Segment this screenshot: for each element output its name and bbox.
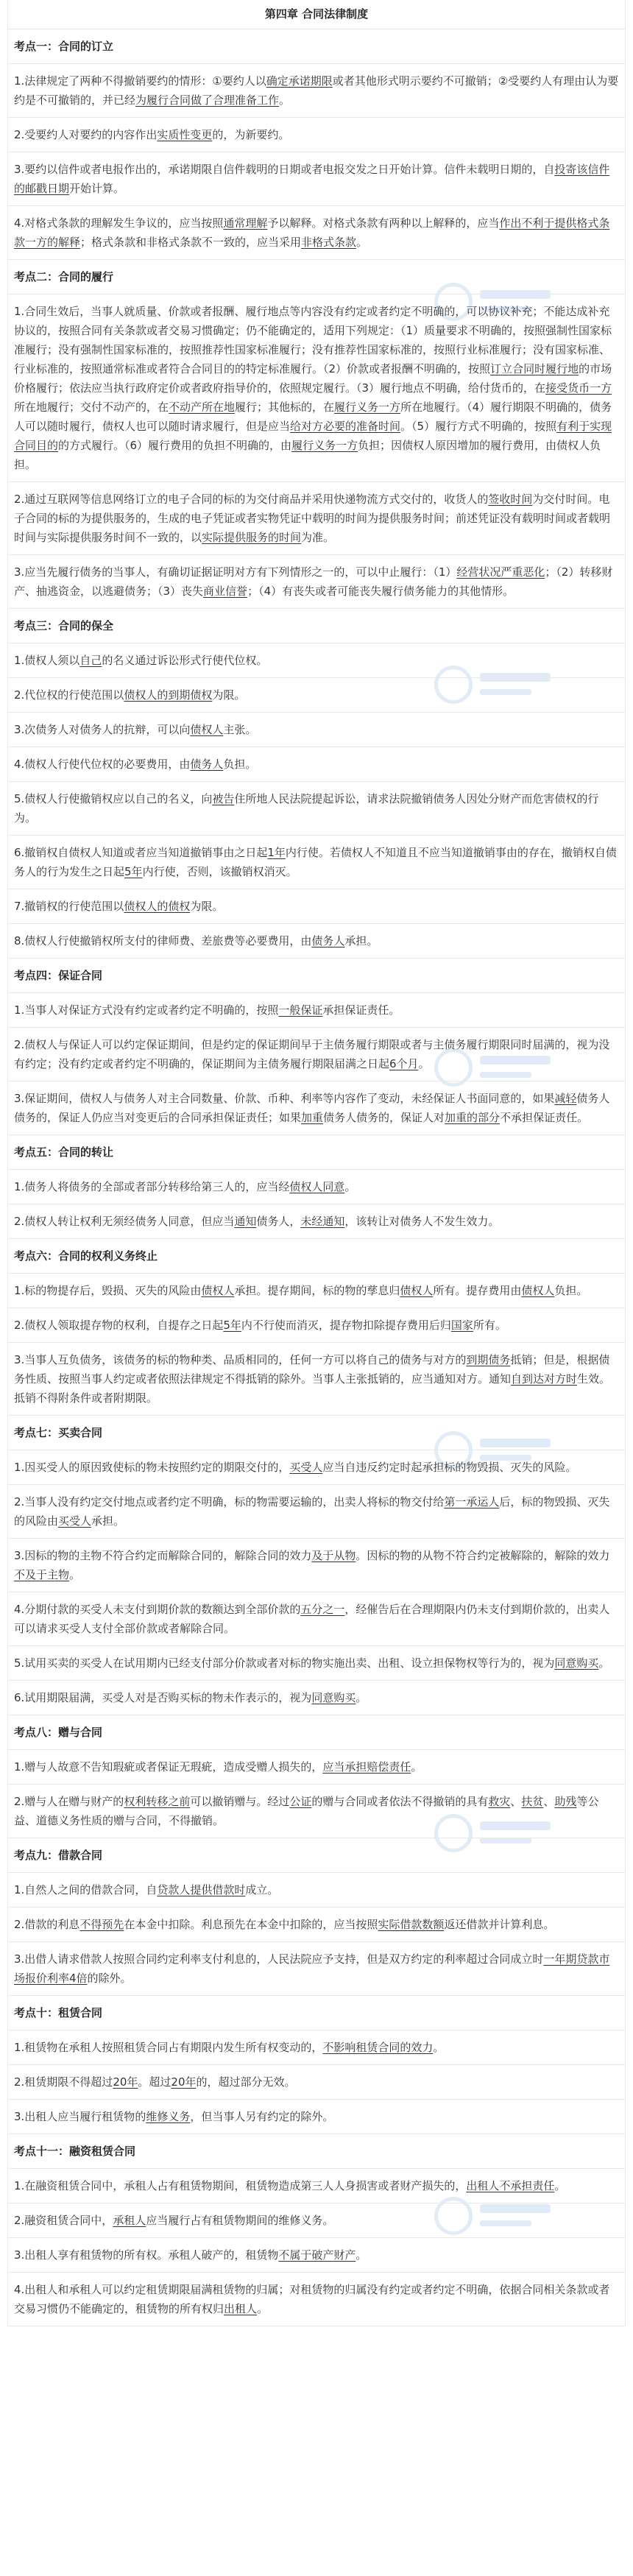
section-heading: 考点三：合同的保全 xyxy=(8,609,625,643)
clause-text: 。 xyxy=(356,1691,367,1704)
clause-text: 等公益、道德义务性质的赠与合同，不得撤销。 xyxy=(14,1795,599,1827)
clause-text: 1.法律规定了两种不得撤销要约的情形：①要约人以 xyxy=(14,74,266,88)
underlined-key-phrase: 买受人 xyxy=(58,1514,92,1528)
section-heading: 考点十一：融资租赁合同 xyxy=(8,2134,625,2169)
clause-paragraph xyxy=(8,643,625,678)
underlined-key-phrase: 非格式条款 xyxy=(301,236,357,249)
underlined-key-phrase: 有利于实现合同目的 xyxy=(14,420,612,452)
clause-paragraph xyxy=(8,2169,625,2203)
clause-paragraph xyxy=(8,1028,625,1081)
underlined-key-phrase: 第一承运人 xyxy=(444,1495,500,1508)
clause-text: 6.试用期限届满，买受人对是否购买标的物未作表示的，视为 xyxy=(14,1691,312,1704)
clause-text: 。 xyxy=(554,2179,566,2192)
underlined-key-phrase: 债权人 xyxy=(400,1284,434,1297)
underlined-key-phrase: 不动产所在地 xyxy=(169,400,236,414)
clause-text: ；格式条款和非格式条款不一致的，应当采用 xyxy=(80,236,302,249)
section-heading: 考点九：借款合同 xyxy=(8,1838,625,1873)
document-title: 第四章 合同法律制度 xyxy=(8,0,625,29)
clause-text: 可以撤销赠与。经过 xyxy=(190,1795,290,1808)
underlined-key-phrase: 助残 xyxy=(554,1795,577,1808)
clause-text: 2.租赁期限不得超过 xyxy=(14,2075,113,2089)
clause-text: 内行使，否则，该撤销权消灭。 xyxy=(142,865,297,878)
clause-text: 3.应当先履行债务的当事人，有确切证据证明对方有下列情形之一的，可以中止履行：（1） xyxy=(14,565,457,579)
clause-text: 内不行使而消灭，提存物扣除提存费用后归 xyxy=(241,1319,451,1332)
clause-text: 为限。 xyxy=(212,688,246,702)
clause-text: 。 xyxy=(433,2041,445,2054)
clause-text: 。 xyxy=(69,1568,81,1581)
clause-text: 为限。 xyxy=(190,900,224,913)
underlined-key-phrase: 签收时间 xyxy=(488,493,533,506)
underlined-key-phrase: 应当承担赔偿责任 xyxy=(322,1760,411,1774)
underlined-key-phrase: 减轻 xyxy=(554,1092,577,1105)
clause-text: 4.对格式条款的理解发生争议的，应当按照 xyxy=(14,216,224,230)
clause-paragraph xyxy=(8,206,625,260)
section-heading: 考点六：合同的权利义务终止 xyxy=(8,1239,625,1274)
clause-text: 、 xyxy=(543,1795,555,1808)
clause-text: 负担。 xyxy=(554,1284,588,1297)
clause-text: 2.通过互联网等信息网络订立的电子合同的标的为交付商品并采用快递物流方式交付的，收货人的 xyxy=(14,493,489,506)
clause-paragraph xyxy=(8,1539,625,1592)
underlined-key-phrase: 不及于主物 xyxy=(14,1568,70,1581)
clause-paragraph xyxy=(8,64,625,118)
clause-text: 所有。 xyxy=(473,1319,506,1332)
clause-paragraph xyxy=(8,2273,625,2326)
clause-text: 成立。 xyxy=(245,1883,279,1896)
clause-paragraph xyxy=(8,2203,625,2238)
clause-paragraph xyxy=(8,555,625,609)
clause-text: 予以解释。对格式条款有两种以上解释的，应当 xyxy=(267,216,500,230)
section-heading: 考点五：合同的转让 xyxy=(8,1135,625,1170)
clause-text: 为交付时间。电子合同的标的为提供服务的，生成的电子凭证或者实物凭证中载明的时间为提供服务时间；前述凭证没有载明时间或者载明时间与实际提供服务时间不一致的，以 xyxy=(14,493,611,544)
underlined-key-phrase: 作出不利于提供格式条款一方的解释 xyxy=(14,216,610,249)
underlined-key-phrase: 贷款人提供借款时 xyxy=(157,1883,246,1896)
underlined-key-phrase: 一般保证 xyxy=(278,1003,323,1017)
section-heading: 考点七：买卖合同 xyxy=(8,1416,625,1450)
clause-paragraph xyxy=(8,836,625,889)
clause-text: 债务人债务的，保证人对 xyxy=(323,1111,445,1124)
underlined-key-phrase: 债权人的债权 xyxy=(124,900,191,913)
clause-text: 。 xyxy=(257,2302,269,2315)
clause-paragraph xyxy=(8,993,625,1028)
underlined-key-phrase: 实际借款数额 xyxy=(378,1918,445,1931)
clause-text: ，该转让对债务人不发生效力。 xyxy=(344,1215,500,1228)
clause-paragraph xyxy=(8,1592,625,1646)
underlined-key-phrase: 同意购买 xyxy=(554,1656,599,1670)
underlined-key-phrase: 债务人 xyxy=(311,934,345,948)
underlined-key-phrase: 20年 xyxy=(113,2075,138,2089)
clause-text: 1.合同生效后，当事人就质量、价款或者报酬、履行地点等内容没有约定或者约定不明确的，可以协议补充；不能达成补充协议的，按照合同有关条款或者交易习惯确定；仍不能确定的，适用下列规定：（1）质量要求不明确的，按照强制性国家标准履行；没有强制性国家标准的，按照推荐性国家标准履行；没有推荐性国家标准的，按照行业标准履行；没有国家标准、行业标准的，按照通常标准或者符合合同目的的特定标准履行。（2）价款或者报酬不明确的，按照 xyxy=(14,305,612,375)
clause-text: 为准。 xyxy=(301,531,335,544)
clause-paragraph xyxy=(8,1081,625,1135)
underlined-key-phrase: 债权人 xyxy=(201,1284,235,1297)
underlined-key-phrase: 买受人 xyxy=(289,1461,323,1474)
clause-text: 。 xyxy=(356,2248,367,2262)
underlined-key-phrase: 权利转移之前 xyxy=(124,1795,191,1808)
clause-paragraph xyxy=(8,2238,625,2273)
clause-text: 2.受要约人对要约的内容作出 xyxy=(14,128,158,141)
underlined-key-phrase: 不得预先 xyxy=(79,1918,124,1931)
clause-text: 的名义通过诉讼形式行使代位权。 xyxy=(102,654,268,667)
clause-text: 8.债权人行使撤销权所支付的律师费、差旅费等必要费用，由 xyxy=(14,934,312,948)
underlined-key-phrase: 承租人 xyxy=(113,2214,146,2227)
clause-paragraph xyxy=(8,1681,625,1715)
clause-text: 2.赠与人在赠与财产的 xyxy=(14,1795,124,1808)
clause-text: 负担。 xyxy=(223,758,257,771)
clause-text: 。 xyxy=(598,1656,610,1670)
document-body xyxy=(7,0,626,2326)
clause-text: 应当自违反约定时起承担标的物毁损、灭失的风险。 xyxy=(322,1461,577,1474)
clause-text: 3.当事人互负债务，该债务的标的物种类、品质相同的，任何一方可以将自己的债务与对方的 xyxy=(14,1353,467,1366)
section-heading: 考点十：租赁合同 xyxy=(8,1996,625,2030)
clause-text: 承担。 xyxy=(91,1514,125,1528)
underlined-key-phrase: 债权人 xyxy=(521,1284,555,1297)
clause-paragraph xyxy=(8,678,625,713)
clause-paragraph xyxy=(8,1204,625,1239)
clause-paragraph xyxy=(8,1646,625,1681)
underlined-key-phrase: 未经通知 xyxy=(300,1215,345,1228)
clause-paragraph xyxy=(8,1308,625,1343)
clause-paragraph xyxy=(8,1750,625,1785)
clause-text: 的，为新要约。 xyxy=(212,128,290,141)
underlined-key-phrase: 救灾 xyxy=(488,1795,511,1808)
underlined-key-phrase: 公证 xyxy=(289,1795,312,1808)
underlined-key-phrase: 经营状况严重恶化 xyxy=(456,565,545,579)
clause-text: ，经催告后在合理期限内仍未支付到期价款的，出卖人可以请求买受人支付全部价款或者解除合同。 xyxy=(14,1603,610,1635)
clause-text: 返还借款并计算利息。 xyxy=(444,1918,555,1931)
clause-paragraph xyxy=(8,118,625,152)
clause-text: 。 xyxy=(344,1180,356,1193)
clause-text: 1.债权人须以 xyxy=(14,654,80,667)
clause-text: 3.出租人应当履行租赁物的 xyxy=(14,2110,146,2123)
clause-paragraph xyxy=(8,2065,625,2100)
clause-text: 3.因标的物的主物不符合约定而解除合同的，解除合同的效力 xyxy=(14,1549,312,1562)
clause-text: 住所地人民法院提起诉讼，请求法院撤销债务人因处分财产而危害债权的行为。 xyxy=(14,792,599,825)
clause-text: 生效。抵销不得附条件或者附期限。 xyxy=(14,1372,611,1405)
section-heading: 考点四：保证合同 xyxy=(8,959,625,993)
clause-text: 所有。提存费用由 xyxy=(433,1284,522,1297)
clause-text: 所在地履行。（4）履行期限不明确的，债务人可以随时履行，债权人也可以随时请求履行，但是应当 xyxy=(14,400,612,433)
clause-paragraph xyxy=(8,294,625,482)
underlined-key-phrase: 履行义务一方 xyxy=(334,400,401,414)
underlined-key-phrase: 扶贫 xyxy=(521,1795,544,1808)
section-heading: 考点八：赠与合同 xyxy=(8,1715,625,1750)
section-heading: 考点一：合同的订立 xyxy=(8,29,625,64)
underlined-key-phrase: 加重 xyxy=(301,1111,324,1124)
clause-paragraph xyxy=(8,747,625,782)
clause-text: 4.债权人行使代位权的必要费用，由 xyxy=(14,758,191,771)
clause-text: 。 xyxy=(411,1760,422,1774)
clause-text: 1.当事人对保证方式没有约定或者约定不明确的，按照 xyxy=(14,1003,279,1017)
underlined-key-phrase: 同意购买 xyxy=(311,1691,356,1704)
clause-text: 所在地履行；交付不动产的，在 xyxy=(14,400,169,414)
underlined-key-phrase: 被告 xyxy=(212,792,235,805)
underlined-key-phrase: 到期债务 xyxy=(466,1353,511,1366)
clause-text: 3.出租人享有租赁物的所有权。承租人破产的，租赁物 xyxy=(14,2248,279,2262)
clause-text: 承担。 xyxy=(344,934,378,948)
clause-text: ；（4）有丧失或者可能丧失履行债务能力的其他情形。 xyxy=(247,585,514,598)
clause-paragraph xyxy=(8,1785,625,1838)
underlined-key-phrase: 加重的部分 xyxy=(445,1111,501,1124)
underlined-key-phrase: 确定承诺期限 xyxy=(266,74,333,88)
underlined-key-phrase: 债权人同意 xyxy=(289,1180,345,1193)
clause-text: 5.债权人行使撤销权应以自己的名义，向 xyxy=(14,792,213,805)
clause-text: ；（2）转移财产、抽逃资金，以逃避债务；（3）丧失 xyxy=(14,565,613,598)
clause-text: 3.保证期间，债权人与债务人对主合同数量、价款、币种、利率等内容作了变动，未经保证人书面同意的，如果 xyxy=(14,1092,555,1105)
underlined-key-phrase: 6个月 xyxy=(389,1057,419,1070)
underlined-key-phrase: 出租人 xyxy=(224,2302,258,2315)
clause-paragraph xyxy=(8,2100,625,2134)
clause-paragraph xyxy=(8,889,625,924)
clause-paragraph xyxy=(8,1908,625,1942)
underlined-key-phrase: 通常理解 xyxy=(223,216,268,230)
clause-text: 2.债权人与保证人可以约定保证期间，但是约定的保证期间早于主债务履行期限或者与主债务履行期限同时届满的，视为没有约定；没有约定或者约定不明确的，保证期间为主债务履行期限届满之日起 xyxy=(14,1038,610,1070)
underlined-key-phrase: 商业信誉 xyxy=(203,585,248,598)
underlined-key-phrase: 为履行合同做了合理准备工作 xyxy=(135,93,280,107)
clause-text: 。超过 xyxy=(138,2075,171,2089)
underlined-key-phrase: 债务人 xyxy=(190,758,224,771)
underlined-key-phrase: 1年 xyxy=(267,846,286,859)
clause-text: 债务人债务的，保证人仍应当对变更后的合同承担保证责任；如果 xyxy=(14,1092,610,1124)
clause-paragraph xyxy=(8,1942,625,1996)
underlined-key-phrase: 接受货币一方 xyxy=(545,381,612,395)
clause-text: 承担。提存期间，标的物的孳息归 xyxy=(234,1284,400,1297)
clause-text: 4.分期付款的买受人未支付到期价款的数额达到全部价款的 xyxy=(14,1603,301,1616)
clause-text: 6.撤销权自债权人知道或者应当知道撤销事由之日起 xyxy=(14,846,268,859)
clause-text: 1.标的物提存后，毁损、灭失的风险由 xyxy=(14,1284,202,1297)
clause-text: 。 xyxy=(279,93,291,107)
underlined-key-phrase: 五分之一 xyxy=(300,1603,345,1616)
clause-text: 在本金中扣除。利息预先在本金中扣除的，应当按照 xyxy=(124,1918,378,1931)
clause-text: 3.次债务人对债务人的抗辩，可以向 xyxy=(14,723,191,736)
underlined-key-phrase: 给对方必要的准备时间 xyxy=(290,420,401,433)
underlined-key-phrase: 20年 xyxy=(171,2075,197,2089)
clause-text: 5.试用买卖的买受人在试用期内已经支付部分价款或者对标的物实施出卖、出租、设立担保物权等行为的，视为 xyxy=(14,1656,555,1670)
clause-paragraph xyxy=(8,713,625,747)
clause-text: 2.债权人转让权利无须经债务人同意，但应当 xyxy=(14,1215,235,1228)
clause-text: 抵销；但是，根据债务性质、按照当事人约定或者依照法律规定不得抵销的除外。当事人主张抵销的，应当通知对方。通知 xyxy=(14,1353,610,1386)
clause-text: 开始计算。 xyxy=(69,182,125,195)
clause-text: ，但当事人另有约定的除外。 xyxy=(190,2110,334,2123)
underlined-key-phrase: 投寄该信件的邮戳日期 xyxy=(14,163,610,195)
underlined-key-phrase: 及于从物 xyxy=(311,1549,356,1562)
underlined-key-phrase: 5年 xyxy=(124,865,143,878)
clause-text: 的方式履行。（6）履行费用的负担不明确的，由 xyxy=(58,439,292,452)
clause-text: 不承担保证责任。 xyxy=(500,1111,589,1124)
clause-text: 的除外。 xyxy=(87,1972,132,1985)
clause-text: 的市场价格履行；依法应当执行政府定价或者政府指导价的，依照规定履行。（3）履行地点不明确，给付货币的，在 xyxy=(14,362,612,395)
underlined-key-phrase: 国家 xyxy=(450,1319,473,1332)
clause-text: 或者其他形式明示要约不可撤销；②受要约人有理由认为要约是不可撤销的，并已经 xyxy=(14,74,619,107)
clause-text: 1.赠与人故意不告知瑕疵或者保证无瑕疵，造成受赠人损失的， xyxy=(14,1760,323,1774)
underlined-key-phrase: 实际提供服务的时间 xyxy=(202,531,302,544)
underlined-key-phrase: 债权人 xyxy=(190,723,224,736)
underlined-key-phrase: 5年 xyxy=(223,1319,241,1332)
underlined-key-phrase: 债权人的到期债权 xyxy=(124,688,213,702)
clause-text: 2.当事人没有约定交付地点或者约定不明确，标的物需要运输的，出卖人将标的物交付给 xyxy=(14,1495,445,1508)
clause-paragraph xyxy=(8,1343,625,1416)
clause-paragraph xyxy=(8,152,625,206)
clause-text: 承担保证责任。 xyxy=(322,1003,400,1017)
section-heading: 考点二：合同的履行 xyxy=(8,260,625,294)
clause-paragraph xyxy=(8,782,625,836)
clause-paragraph xyxy=(8,482,625,555)
clause-text: 。 xyxy=(356,236,368,249)
underlined-key-phrase: 通知 xyxy=(234,1215,257,1228)
underlined-key-phrase: 自己 xyxy=(79,654,102,667)
clause-text: 2.融资租赁合同中， xyxy=(14,2214,113,2227)
underlined-key-phrase: 维修义务 xyxy=(146,2110,191,2123)
clause-text: 后，标的物毁损、灭失的风险由 xyxy=(14,1495,610,1528)
clause-text: 。因标的物的从物不符合约定被解除的，解除的效力 xyxy=(356,1549,610,1562)
clause-text: 、 xyxy=(510,1795,522,1808)
underlined-key-phrase: 实质性变更 xyxy=(157,128,213,141)
clause-text: 1.自然人之间的借款合同，自 xyxy=(14,1883,158,1896)
underlined-key-phrase: 不属于破产财产 xyxy=(278,2248,356,2262)
underlined-key-phrase: 履行义务一方 xyxy=(291,439,358,452)
clause-text: 应当履行占有租赁物期间的维修义务。 xyxy=(146,2214,334,2227)
clause-text: 内行使。若债权人不知道且不应当知道撤销事由的存在，撤销权自债务人的行为发生之日起 xyxy=(14,846,617,878)
clause-text: 1.因买受人的原因致使标的物未按照约定的期限交付的， xyxy=(14,1461,290,1474)
clause-text: 1.租赁物在承租人按照租赁合同占有期限内发生所有权变动的， xyxy=(14,2041,323,2054)
clause-text: 1.在融资租赁合同中，承租人占有租赁物期间，租赁物造成第三人人身损害或者财产损失的， xyxy=(14,2179,467,2192)
clause-paragraph xyxy=(8,1485,625,1539)
clause-text: 履行；其他标的，在 xyxy=(235,400,335,414)
underlined-key-phrase: 一年期贷款市场报价利率4倍 xyxy=(14,1952,610,1985)
underlined-key-phrase: 出租人不承担责任 xyxy=(466,2179,555,2192)
clause-text: 负担；因债权人原因增加的履行费用，由债权人负担。 xyxy=(14,439,601,471)
clause-text: 3.出借人请求借款人按照合同约定利率支付利息的，人民法院应予支持，但是双方约定的利率超过合同成立时 xyxy=(14,1952,544,1966)
underlined-key-phrase: 不影响租赁合同的效力 xyxy=(322,2041,434,2054)
clause-text: 4.出租人和承租人可以约定租赁期限届满租赁物的归属；对租赁物的归属没有约定或者约定不明确，依据合同相关条款或者交易习惯仍不能确定的，租赁物的所有权归 xyxy=(14,2283,610,2315)
clause-text: 2.债权人领取提存物的权利，自提存之日起 xyxy=(14,1319,224,1332)
clause-paragraph xyxy=(8,1873,625,1908)
clause-text: 3.要约以信件或者电报作出的，承诺期限自信件载明的日期或者电报交发之日开始计算。信件未载明日期的，自 xyxy=(14,163,555,176)
clause-paragraph xyxy=(8,1170,625,1204)
clause-paragraph xyxy=(8,1450,625,1485)
clause-text: 2.借款的利息 xyxy=(14,1918,80,1931)
clause-text: 。（5）履行方式不明确的，按照 xyxy=(400,420,557,433)
clause-text: 债务人， xyxy=(256,1215,301,1228)
clause-text: 主张。 xyxy=(223,723,257,736)
clause-text: 1.债务人将债务的全部或者部分转移给第三人的，应当经 xyxy=(14,1180,290,1193)
underlined-key-phrase: 订立合同时履行地 xyxy=(490,362,579,375)
clause-text: 7.撤销权的行使范围以 xyxy=(14,900,124,913)
clause-text: 的赠与合同或者依法不得撤销的具有 xyxy=(311,1795,489,1808)
clause-paragraph xyxy=(8,2030,625,2065)
clause-text: 。 xyxy=(418,1057,430,1070)
clause-paragraph xyxy=(8,924,625,959)
clause-text: 2.代位权的行使范围以 xyxy=(14,688,124,702)
underlined-key-phrase: 自到达对方时 xyxy=(511,1372,578,1386)
clause-text: 的，超过部分无效。 xyxy=(196,2075,296,2089)
clause-paragraph xyxy=(8,1274,625,1308)
